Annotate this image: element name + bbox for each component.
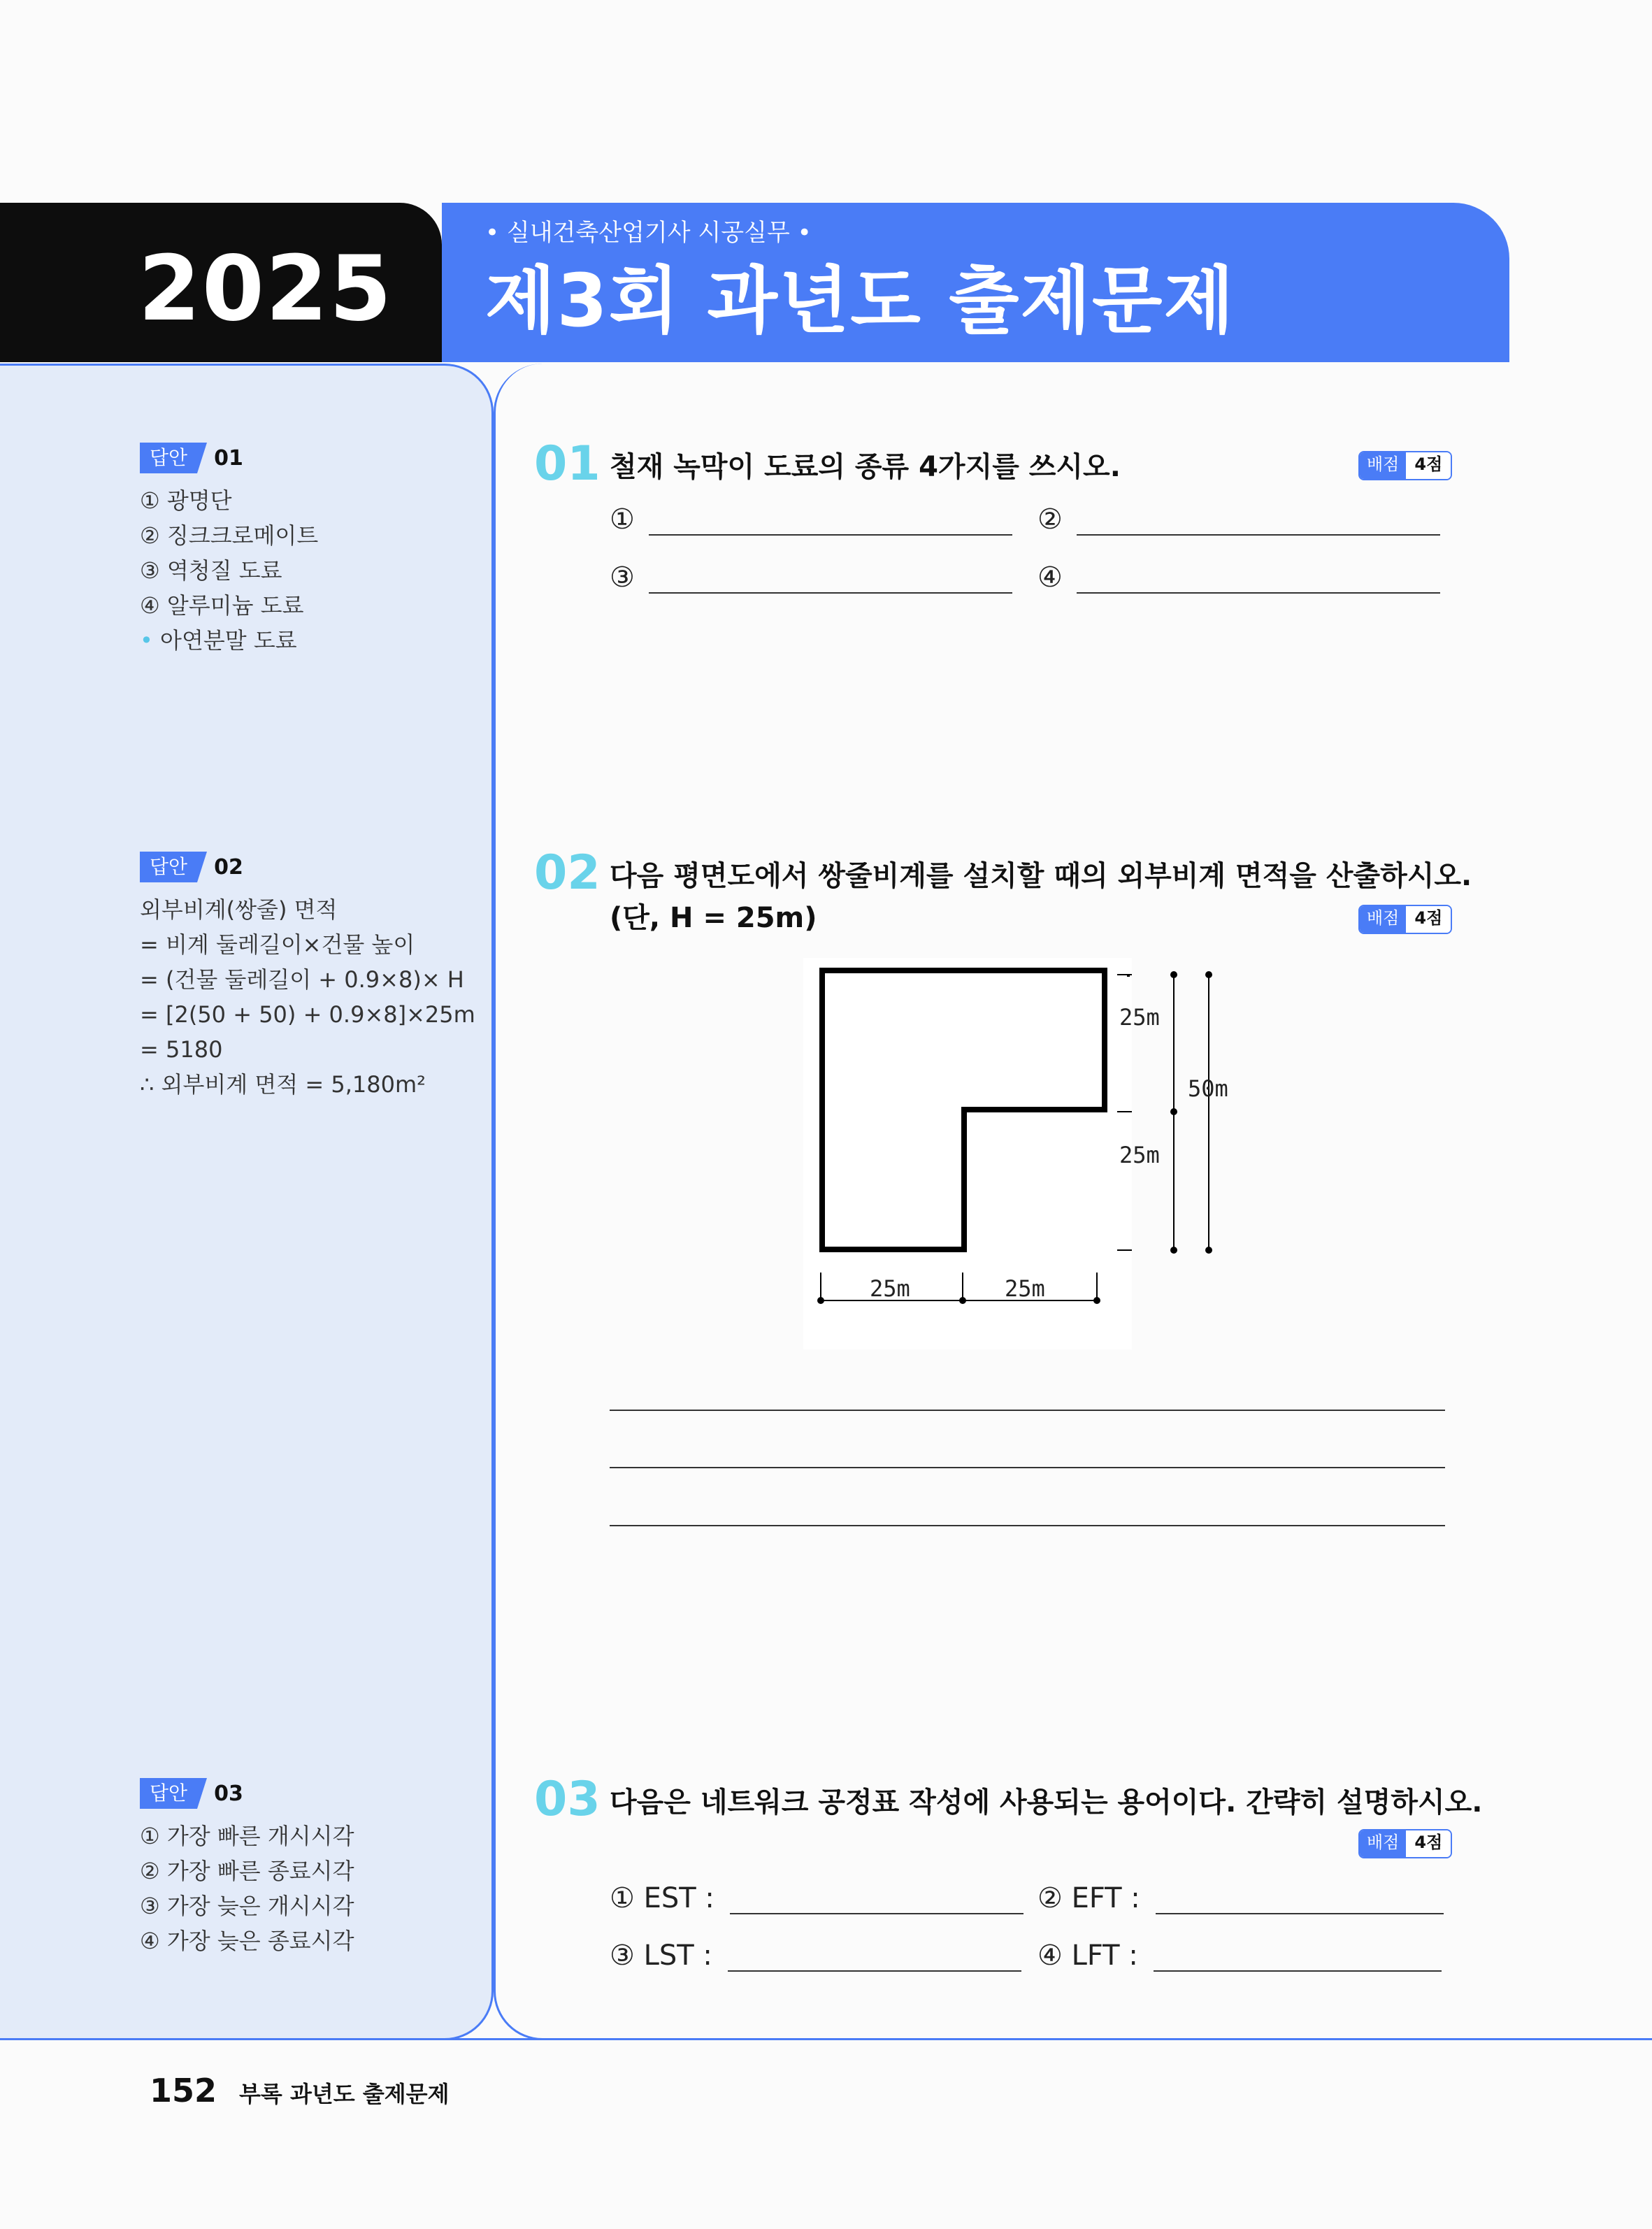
answer-number: 03 xyxy=(214,1781,243,1806)
exam-subtitle: • 실내건축산업기사 시공실무 • xyxy=(485,219,812,247)
question-panel xyxy=(494,364,1652,2040)
answer-line-extra: • 아연분말 도료 xyxy=(140,627,297,654)
answer-line: = [2(50 + 50) + 0.9×8]×25m xyxy=(140,1001,475,1028)
answer-block-03 xyxy=(140,1778,354,1958)
score-badge: 배점 4점 xyxy=(1358,905,1452,934)
answer-panel xyxy=(0,364,494,2040)
answer-line: = (건물 둘레길이 + 0.9×8)× H xyxy=(140,966,464,993)
answer-block-01 xyxy=(140,443,318,658)
answer-input-line[interactable] xyxy=(1156,1882,1444,1914)
dim-label-bottom-right: 25m xyxy=(1005,1275,1045,1302)
answer-blank-lft: ④ LFT : xyxy=(1037,1940,1442,1972)
answer-line: 외부비계(쌍줄) 면적 xyxy=(140,896,338,923)
answer-line: ∴ 외부비계 면적 = 5,180m² xyxy=(140,1071,426,1098)
answer-input-line[interactable] xyxy=(610,1467,1445,1468)
dim-dot xyxy=(1205,1247,1212,1254)
answer-line: ② 가장 빠른 종료시각 xyxy=(140,1858,354,1884)
title-banner xyxy=(442,203,1509,362)
question-condition: (단, H = 25m) xyxy=(610,902,817,934)
question-text: 다음 평면도에서 쌍줄비계를 설치할 때의 외부비계 면적을 산출하시오. xyxy=(610,860,1472,892)
answer-block-02 xyxy=(140,852,475,1102)
dim-dot xyxy=(1170,1247,1177,1254)
dim-dot xyxy=(817,1297,824,1304)
answer-input-line[interactable] xyxy=(649,561,1012,594)
dim-dot xyxy=(959,1297,966,1304)
answer-input-line[interactable] xyxy=(649,503,1012,536)
answer-tag: 답안 xyxy=(140,443,197,473)
answer-tag: 답안 xyxy=(140,852,197,882)
answer-input-line[interactable] xyxy=(1154,1940,1442,1972)
dim-dot xyxy=(1170,971,1177,978)
dim-label-right-bottom: 25m xyxy=(1119,1142,1160,1168)
answer-blank-2: ② xyxy=(1037,503,1440,536)
answer-line: ③ 역청질 도료 xyxy=(140,557,282,584)
year-banner xyxy=(0,203,442,362)
bullet-dot-icon: • xyxy=(140,627,161,654)
answer-line: ① 광명단 xyxy=(140,487,232,514)
dim-dot xyxy=(1093,1297,1100,1304)
answer-number: 01 xyxy=(214,445,243,471)
answer-blank-4: ④ xyxy=(1037,561,1440,594)
answer-input-line[interactable] xyxy=(1077,503,1440,536)
score-badge: 배점 4점 xyxy=(1358,1829,1452,1858)
answer-line: = 비계 둘레길이×건물 높이 xyxy=(140,931,415,958)
question-number: 02 xyxy=(534,845,601,901)
answer-input-line[interactable] xyxy=(610,1525,1445,1526)
answer-blank-est: ① EST : xyxy=(610,1882,1023,1914)
question-text: 다음은 네트워크 공정표 작성에 사용되는 용어이다. 간략히 설명하시오. xyxy=(610,1786,1483,1819)
answer-input-line[interactable] xyxy=(610,1410,1445,1411)
answer-blank-3: ③ xyxy=(610,561,1012,594)
dim-dot xyxy=(1170,1108,1177,1115)
dimension-overlay xyxy=(803,958,1132,1349)
score-badge: 배점 4점 xyxy=(1358,451,1452,480)
question-number: 03 xyxy=(534,1772,601,1827)
footer-rule xyxy=(0,2038,1652,2040)
answer-line: ④ 알루미늄 도료 xyxy=(140,592,304,619)
answer-blank-eft: ② EFT : xyxy=(1037,1882,1444,1914)
dim-label-right-total: 50m xyxy=(1188,1075,1228,1102)
answer-line: ③ 가장 늦은 개시시각 xyxy=(140,1893,354,1919)
answer-blank-1: ① xyxy=(610,503,1012,536)
answer-line: = 5180 xyxy=(140,1036,223,1063)
footer-section-title: 부록 과년도 출제문제 xyxy=(239,2081,450,2107)
answer-blank-lst: ③ LST : xyxy=(610,1940,1021,1972)
answer-number: 02 xyxy=(214,854,243,880)
answer-input-line[interactable] xyxy=(1077,561,1440,594)
dim-label-bottom-left: 25m xyxy=(870,1275,910,1302)
question-text: 철재 녹막이 도료의 종류 4가지를 쓰시오. xyxy=(610,451,1121,483)
answer-tag: 답안 xyxy=(140,1778,197,1809)
answer-input-line[interactable] xyxy=(728,1940,1021,1972)
year-label: 2025 xyxy=(138,237,393,341)
dim-dot xyxy=(1205,971,1212,978)
answer-line: ④ 가장 늦은 종료시각 xyxy=(140,1928,354,1954)
answer-line: ② 징크크로메이트 xyxy=(140,522,319,549)
answer-input-line[interactable] xyxy=(730,1882,1023,1914)
answer-line: ① 가장 빠른 개시시각 xyxy=(140,1823,354,1849)
page-title: 제3회 과년도 출제문제 xyxy=(485,258,1235,343)
question-number: 01 xyxy=(534,436,601,492)
page-number: 152 xyxy=(150,2072,217,2109)
dim-label-right-top: 25m xyxy=(1119,1004,1160,1031)
